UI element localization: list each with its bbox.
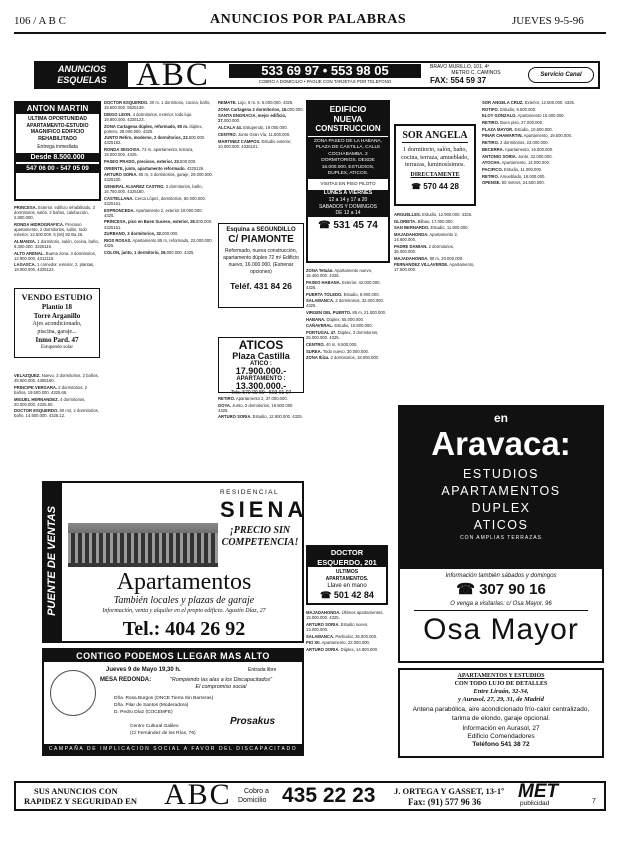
ad-aticos-phones: Tels. 570 09 89 · 593 01 07 (230, 390, 292, 396)
office-line2: METRO C. CAMINOS (451, 70, 501, 76)
ad-angela-phone: 570 44 28 (423, 181, 459, 191)
ad-aravaca (398, 405, 604, 663)
ad-anton-title: ANTON MARTIN (16, 103, 99, 114)
classified-entry: CENTRO. 40 m, 9.500.000. (306, 341, 358, 347)
aravaca-title: Aravaca: (431, 425, 571, 462)
header-rule (14, 32, 606, 34)
apto-l2: CON TODO LUJO DE DETALLES (454, 681, 548, 687)
classified-entry-heading: ARTURO SORIA. (306, 646, 340, 652)
classified-entry-heading: ZONA Cartagena 2 dormitorios, 16. (218, 106, 288, 112)
classified-entry-heading: ZURBANO, 3 dormitorios, 32. (104, 231, 163, 237)
classified-entry-heading: REMATE. (218, 100, 237, 105)
issue-date: JUEVES 9-5-96 (512, 15, 584, 27)
banner-title-line2: ESQUELAS (57, 74, 107, 85)
contigo-venue2: (C/ Fernández de los Ríos, 76) (130, 731, 196, 736)
banner-office (430, 64, 522, 85)
classified-entry: PLAZA MAYOR. Estudio, 10.500.000. (482, 126, 553, 132)
classified-entry: ORIENTE, junto, apartamento reformado. 4325126. (104, 165, 205, 171)
classified-entry: JUNTO Retiro, moderno, 2 dormitorios, 22.500.000. 4325182. (104, 135, 206, 146)
classified-entry-heading: PASEO PRADO, precioso, exterior, 23. (104, 158, 181, 164)
classified-entry: ALTO ARENAL. Buena zona. 3 dormitorios, 12.900.000. 4312116. (14, 250, 96, 261)
ad-edificio-phone: 531 45 74 (333, 219, 378, 231)
classified-entry-heading: RETIRO. (482, 173, 499, 179)
contigo-footer: CAMPAÑA DE IMPLICACION SOCIAL A FAVOR DEL DISCAPACITADO (44, 744, 302, 754)
classified-entry: MAJADAHONDA. Últimos apartamentos, 15.000.000. 4325. (306, 610, 384, 621)
classified-entry: RONDA HIDROGRAFICA. Precioso apartamento, 2 dormitorios, salón, todo exterior, 12.500.000. 5 (94) 82 Ba 26. (14, 221, 87, 238)
classified-entry: OPENSE. 90 metros, 24.500.000. (482, 180, 545, 186)
footer-cobro2: Domicilio (238, 797, 267, 804)
ad-edificio-body: ZONA PASEO DE LA HABANA, PLAZA DE CASTILLA, CALLE COCHABAMBA. 2 DORMITORIOS. DESDE 16.000.000. ESTUDIOS, DUPLEX, ATICOS. (308, 137, 388, 179)
ad-anton-l6: Desde 8.500.000 (16, 153, 99, 162)
ad-vendo-l6: Inmo Pard. 47 (35, 336, 79, 344)
classified-entry: GOYA. Junto, 2 dormitorios, 19.500.000. 4325. (218, 402, 294, 413)
footer-abc-logo: ABC (164, 778, 232, 811)
classified-entry: ZONA Ibiza. 2 dormitorios, 18.000.000. (306, 355, 380, 361)
classified-entry-heading: DOCTOR ESQUERDO. (104, 100, 149, 105)
classified-entry-heading: CASTELLANA. (104, 195, 134, 201)
classified-entry-heading: VELAZQUEZ. (14, 373, 41, 378)
ad-piamonte-l1: Esquina a SEGUNDILLO (226, 227, 296, 233)
classified-entry-heading: SALAMANCA. (306, 298, 335, 304)
classified-entry-heading: ELOY GONZALO. (482, 113, 517, 119)
classified-entry-heading: ZONA Ibiza. (306, 355, 330, 361)
classified-entry: RONDA SEGOVIA. 73 m. apartamento, terraza, 19.000.000. 4325. (104, 147, 194, 158)
ad-aticos (218, 337, 304, 396)
contigo-theme2: El compromiso social (195, 684, 247, 690)
classified-entry: ZONA Tetuán. Apartamento nuevo, 15.400.000. 4325. (306, 268, 373, 279)
classified-entry-heading: CENTRO. (218, 131, 237, 137)
footer-cobro1: Cobro a (244, 788, 269, 795)
classified-entry: DOCTOR ESQUERDO. 30 m. 1 dormitorio, cocina, baño, 19.500.000. 5625139. (104, 100, 211, 111)
abc-logo: ABC (136, 57, 210, 93)
classified-entry-heading: PRINCESA, piso en Buen Suceso, exterior, 28. (104, 219, 196, 225)
ad-piamonte-phone: Teléf. 431 84 26 (230, 281, 292, 291)
contigo-venue: Centro Cultural Galileo (130, 724, 179, 729)
classified-entry-heading: PIO XII. (306, 640, 321, 646)
page-number: 106 / A B C (14, 15, 66, 27)
apto-body: Antena parabólica, aire acondicionado frío-calor centralizado, tarima de elondo, garaje opcional. (412, 706, 590, 722)
ad-angela-title: SOR ANGELA (402, 130, 468, 141)
classified-entry-heading: ALTO ARENAL. (14, 250, 45, 256)
aravaca-l4: ATICOS (473, 518, 529, 532)
classified-entry: DIEGO LEON. 4 dormitorios, exterior, todo lujo. 19.800.000. 4325123. (104, 111, 193, 122)
classified-entry-heading: ARTURO SORIA. (104, 172, 138, 178)
ad-vendo-l1: VENDO ESTUDIO (21, 292, 93, 302)
siena-info: Información, venta y alquiler en el propio edificio. Agustín Díaz, 27 (102, 608, 266, 614)
classified-entry-heading: ANTONIO SORIA. (482, 153, 517, 159)
classified-entry: SOR ANGELA CRUZ. Exterior, 12.500.000. 4325. (482, 100, 576, 105)
ad-anton-l2: APARTAMENTO-ESTUDIO (26, 122, 89, 129)
classified-entry-heading: RONDA HIDROGRAFICA. (14, 221, 65, 227)
classified-entry: ROTIFO. Estudio, 9.500.000. (482, 106, 537, 112)
classified-entry-heading: DIEGO LEON. (104, 111, 132, 117)
classified-entry-heading: GLORIETA. (394, 218, 417, 224)
ad-residencial-siena (42, 481, 308, 643)
classified-entry: RETIRO. Apartamento 2, 37.000.000. (218, 396, 288, 401)
classified-entry-heading: HABANA. (306, 316, 326, 322)
office-fax: FAX: 554 59 37 (430, 76, 487, 85)
ad-doctor-l2: ESQUERDO, 201 (308, 558, 386, 567)
classified-entry-heading: SOR ANGELA CRUZ. (482, 100, 524, 105)
footer-banner (14, 778, 606, 811)
classified-entry-heading: RIOS ROSAS. (104, 237, 132, 243)
classified-entry: MAJADAHONDA. 90 m, 20.000.000. (394, 255, 464, 261)
apto-l6: Edificio Comendadores (467, 733, 535, 740)
ad-edificio-hours: 12 a 14 y 17 a 20 (308, 197, 388, 203)
ad-doctor-l3: ULTIMOS (335, 569, 359, 575)
ad-doctor-l1: DOCTOR (308, 547, 386, 558)
ad-edificio-info: VISITAS EN PISO PILOTO (320, 181, 376, 187)
classified-entry-heading: BECERRA. (482, 146, 504, 152)
classified-entry-heading: MAJADAHONDA. (394, 232, 429, 238)
contigo-theme: "Rompiendo las alas a los Discapacitados" (169, 677, 273, 683)
classified-entry-heading: PACIFICO. (482, 166, 503, 172)
contigo-emblem (50, 670, 96, 716)
office-logo: Servicio Canal (528, 67, 594, 83)
classified-entry-heading: MAJADAHONDA. (306, 610, 341, 615)
ad-doctor-l5: Llave en mano (327, 583, 367, 589)
ad-anton-martin (14, 101, 101, 201)
classified-entry-heading: PLAZA MAYOR. (482, 126, 514, 132)
footer-fax: Fax: (91) 577 96 36 (408, 797, 481, 807)
banner-phones-note: COBRO A DOMICILIO • PAGUE CON TARJETAS POR TELEFONO (258, 79, 392, 84)
classified-entry: ARTURO SORIA. Dúplex, 14.800.000. (306, 646, 379, 652)
ad-vendo-l7: Estupendo solar (40, 345, 74, 350)
classifieds-col5-list (394, 212, 476, 398)
classified-entry: GENERAL ALVAREZ CASTRO. 3 dormitorios, baño, 16.750.000. 4325180. (104, 184, 203, 195)
phone-icon: ☎ (320, 590, 334, 600)
classified-entry-heading: PRINCIPE VERGARA. (14, 384, 58, 390)
ad-aticos-l5: APARTAMENTO : (236, 376, 286, 382)
footer-left2: RAPIDEZ Y SEGURIDAD EN (24, 796, 137, 806)
banner-phones: 533 69 97 • 553 98 05 (229, 64, 421, 78)
classified-entry-heading: SAN BERNARDO. (394, 225, 430, 231)
classified-entry: ZONA Cartagena dúplex, reformado, 80 m. dúplex, portero, 28.000.000. 4325. (104, 123, 203, 134)
classified-entry-heading: CAÑAVERAL. (306, 323, 334, 329)
classified-entry-heading: GENERAL ALVAREZ CASTRO. (104, 184, 165, 190)
classified-entry: PIO XII. Apartamento, 22.000.000. (306, 640, 371, 646)
ad-vendo-estudio (14, 288, 100, 358)
classified-entry: ARGUELLES. Estudio, 12.900.000. 4325. (394, 212, 473, 217)
classified-entry: PRINCESA. Exterior, edificio rehabilitado, 3 dormitorios, salón, 2 baños, calefacción, 2.800.000. (14, 205, 96, 221)
classified-entry: ESPRONCEDA. Apartamento 2, exterior 19.000.000. 4325. (104, 207, 203, 218)
phone-icon: ☎ (318, 219, 334, 231)
classified-entry-heading: PRINCESA. (14, 205, 37, 210)
classified-entry: ZURBANO, 3 dormitorios, 32.000.000. (104, 231, 179, 237)
ad-aticos-title: ATICOS (238, 338, 284, 352)
classified-entry-heading: RONDA SEGOVIA. (104, 147, 141, 153)
ad-aticos-l2: Plaza Castilla (232, 351, 290, 361)
aravaca-visit: O venga a visitarlas: c/ Osa Mayor, 96 (450, 601, 552, 607)
classified-entry-heading: PUERTA TOLEDO. (306, 291, 343, 297)
footer-left1: SUS ANUNCIOS CON (34, 786, 118, 796)
aravaca-l5: CON AMPLIAS TERRAZAS (460, 535, 542, 541)
ad-anton-l5: Entrega inmediata (37, 144, 78, 151)
ad-edificio-hours2: SABADOS Y DOMINGOS (308, 204, 388, 210)
classified-entry: ANTONIO SORIA. Junto, 22.000.000. (482, 153, 553, 159)
office-line1: BRAVO MURILLO, 101. 4ª (430, 64, 490, 70)
contigo-mesa: MESA REDONDA: (100, 677, 152, 683)
classified-entry: PINAR CHAMARTIN. Apartamento, 19.500.000. (482, 133, 573, 139)
siena-side-label (42, 481, 62, 643)
classified-entry-heading: ALMANSA. (14, 238, 37, 244)
ad-edificio (306, 100, 390, 263)
classified-entry-heading: SANTA ENGRACIA, mejor edificio, 27. (218, 113, 287, 124)
classified-entry-heading: PINAR CHAMARTIN. (482, 133, 523, 139)
ad-edificio-hours-title: LUNES A VIERNES (308, 190, 388, 197)
classified-entry: FERNANDEZ VILLAVERDE. Apartamento, 17.500.000. (394, 262, 475, 273)
classifieds-col2 (104, 100, 214, 470)
classified-entry-heading: PORTUGAL 47. (306, 330, 337, 336)
classified-entry: PORTUGAL 47. Dúplex, 3 dormitorios, 25.000.000. 4325. (306, 330, 379, 341)
classified-entry: ELOY GONZALO. Apartamento 15.000.000. (482, 113, 565, 119)
classified-entry: ALMANSA. 1 dormitorio, salón, cocina, baño, 6.300.000. 3325116. (14, 238, 99, 249)
siena-sub: También locales y plazas de garaje (113, 595, 255, 606)
classified-entry: PASEO HABANA. Exterior, 42.000.000. 4325. (306, 279, 381, 290)
ad-doctor-l4: APARTAMENTOS. (325, 576, 369, 582)
classified-entry-heading: ZONA Tetuán. (306, 268, 334, 273)
classified-entry-heading: JUNTO Retiro, moderno, 2 dormitorios, 22. (104, 135, 189, 141)
classified-entry-heading: LAGASCA. (14, 262, 36, 268)
classified-entry: MAJADAHONDA. Apartamento 2, 14.600.000. (394, 232, 459, 243)
contact-banner (34, 57, 600, 93)
classified-entry-heading: PADRE DAMIAN. (394, 243, 428, 249)
footer-addr: J. ORTEGA Y GASSET, 13-1º (394, 786, 504, 796)
ad-edificio-l1: EDIFICIO (329, 104, 367, 114)
ad-edificio-l2: NUEVA (333, 114, 363, 124)
classified-entry: LAGASCA. 1 comedor, exterior, 2. plantas, 18.000.000. 4325122. (14, 262, 95, 273)
classified-entry-heading: ARGUELLES. (394, 212, 421, 217)
classifieds-col6 (482, 100, 604, 400)
ad-anton-l3: MAGNIFICO EDIFICIO (30, 129, 85, 136)
classifieds-col5 (394, 100, 476, 122)
phone-icon: ☎ (411, 181, 424, 191)
ad-vendo-l2: Plantío 18 (41, 303, 73, 311)
ad-piamonte-title: C/ PIAMONTE (228, 234, 294, 245)
classifieds-col3-bottom (218, 396, 304, 466)
ad-vendo-l5: piscina, garaje... (37, 328, 77, 335)
classified-entry-heading: ARTURO SORIA. (306, 621, 340, 627)
classified-entry: ATOCHA. Apartamento, 14.000.000. (482, 160, 551, 166)
classified-entry: COLON, junto, 1 dormitorio, 26.000.000. 4325. (104, 249, 195, 255)
classified-entry-heading: RETIRO. (482, 140, 499, 146)
classified-entry-heading: SALAMANCA. (306, 633, 335, 639)
ad-sor-angela (394, 124, 476, 206)
classified-entry: ALCALA 44. Estupendo, 19.000.000. (218, 125, 288, 131)
contigo-p1: Dña. Rosa Burgos (ONCE Tierra Sin Barreras) (114, 696, 214, 701)
classified-entry: PRINCESA, piso en Buen Suceso, exterior, 28.000.000. 4325151. (104, 219, 213, 230)
phone-icon: ☎ (456, 581, 480, 598)
classified-entry-heading: COLON, junto, 1 dormitorio, 26. (104, 249, 167, 255)
contigo-date: Jueves 9 de Mayo 19,30 h. (106, 667, 181, 673)
classifieds-col4-bottom (306, 610, 390, 738)
contigo-p2: Dña. Pilar de Santos (Moderadora) (114, 703, 189, 708)
classified-entry: RETIRO. 2 dormitorios, 23.000.000. (482, 140, 549, 146)
siena-building-windows (68, 533, 218, 563)
banner-title (36, 63, 128, 87)
contigo-title: CONTIGO PODEMOS LLEGAR MAS ALTO (44, 650, 302, 662)
ad-aticos-l6: 13.300.000.- (235, 381, 287, 391)
classified-entry-heading: ARTURO SORIA. (218, 414, 252, 420)
siena-residencial: RESIDENCIAL (220, 489, 280, 496)
classified-entry: PADRE DAMIAN. 2 dormitorios, 36.000.000. (394, 243, 454, 254)
classified-entry-heading: ORIENTE, junto, apartamento reformado. (104, 165, 186, 171)
classified-entry: SAN BERNARDO. Estudio, 11.900.000. (394, 225, 469, 231)
siena-title: Apartamentos (116, 569, 252, 595)
classified-entry: HABANA. Dúplex, 55.000.000. (306, 316, 364, 322)
apto-l4: y Aurasol, 27, 29, 31, de Madrid (458, 696, 544, 703)
ad-aticos-l4: 17.900.000.- (235, 366, 287, 376)
section-title: ANUNCIOS POR PALABRAS (210, 12, 407, 27)
classified-entry: CASTELLANA. Cerca López, dormitorios, 60.000.000. 4325161. (104, 195, 206, 206)
classified-entry: PUERTA TOLEDO. Estudio, 8.900.000. (306, 291, 380, 297)
ad-doctor-phone: 501 42 84 (333, 590, 374, 600)
classified-entry: SANTA ENGRACIA, mejor edificio, 27.000.000. (218, 113, 287, 124)
classified-entry-heading: ESPRONCEDA. (104, 207, 135, 213)
classified-entry-heading: FERNANDEZ VILLAVERDE. (394, 262, 449, 268)
footer-phone: 435 22 23 (282, 784, 376, 807)
classified-entry: ZONA Cartagena 2 dormitorios, 16.000.000. (218, 106, 304, 112)
ad-edificio-l3: CONSTRUCCION (315, 124, 381, 133)
classified-entry-heading: RETIRO. (218, 396, 235, 401)
classified-entry: PRINCIPE VERGARA. 2 dormitorios, 2 baños, 19.500.000. 4325.66. (14, 384, 88, 395)
classified-entry: VELAZQUEZ. Nuevo, 3 dormitorios, 2 baños, 45.000.000. 4355160. (14, 373, 99, 384)
classified-entry: BECERRA. Apartamento, 16.000.000. (482, 146, 554, 152)
footer-met-logo: MET (518, 781, 559, 802)
classified-entry-heading: OPENSE. (482, 180, 501, 186)
classified-entry: SUREA. Todo nuevo, 30.000.000. (306, 348, 370, 354)
ad-anton-phone: 547 06 00 - 547 05 09 (16, 164, 99, 173)
classifieds-col4-top (306, 268, 390, 464)
classifieds-col1-bottom (14, 373, 100, 463)
apto-l1: APARTAMENTOS Y ESTUDIOS (457, 673, 545, 679)
aravaca-l1: ESTUDIOS (463, 467, 539, 481)
classified-entry: DOCTOR ESQUERDO. 80 m2, 2 dormitorios, baño, 14.500.000. 4325.12. (14, 408, 99, 419)
ad-apartamentos-lujo (398, 668, 604, 758)
classified-entry: CAÑAVERAL. Estudio, 10.800.000. (306, 323, 373, 329)
contigo-p3: D. Pedro Díaz (COCEMFE) (114, 710, 173, 715)
ad-anton-l4: REHABILITADO (38, 135, 77, 142)
ad-contigo (42, 648, 304, 756)
aravaca-phone: 307 90 16 (479, 581, 546, 598)
classified-entry: RIOS ROSAS. Apartamento 85 m, reformado, 22.000.000. 4325. (104, 237, 213, 248)
classified-entry: ARTURO SORIA. 95 m, 3 dormitorios, garaje, 29.000.000. 4325100. (104, 172, 213, 183)
classified-entry-heading: ALCALA 44. (218, 125, 243, 131)
classified-entry-heading: PASEO HABANA. (306, 279, 341, 285)
classified-entry: PASEO PRADO, precioso, exterior, 23.500.000. (104, 158, 197, 164)
banner-title-line1: ANUNCIOS (57, 64, 106, 74)
ad-vendo-l4: Ajes acondicionado, (32, 321, 82, 327)
aravaca-l2: APARTAMENTOS (441, 484, 561, 498)
ad-vendo-l3: Torre Arganillo (33, 312, 81, 320)
footer-page-num: 7 (592, 798, 596, 805)
classified-entry-heading: ATOCHA. (482, 160, 501, 166)
classifieds-col1-top (14, 205, 100, 285)
aravaca-info: Información también sábados y domingos (445, 573, 557, 579)
ad-doctor-esquerdo (306, 545, 388, 605)
classified-entry: RETIRO. Amueblado, 18.000.000. (482, 173, 546, 179)
siena-phone: Tel.: 404 26 92 (122, 618, 246, 640)
classified-entry-heading: ZONA Cartagena dúplex, reformado, 80 m. (104, 123, 189, 129)
classified-entry: GLORIETA. Bilbao, 17.000.000. (394, 218, 454, 224)
ad-piamonte-body: Reformado, nueva construcción, apartamento dúplex 72 m² Edificio nuevo, 16.000.000. (Estrenar opciones) (223, 248, 299, 275)
siena-side-text: PUENTE DE VENTAS (46, 506, 58, 616)
ad-anton-l1: ULTIMA OPORTUNIDAD (27, 116, 88, 122)
classified-entry-heading: DOCTOR ESQUERDO. (14, 408, 59, 414)
classified-entry-heading: ROTIFO. (482, 106, 499, 112)
ad-edificio-hours3: DE 12 a 14 (308, 210, 388, 216)
aravaca-osa-mayor-logo: Osa Mayor (414, 610, 588, 649)
apto-phone: Teléfono 541 38 72 (472, 741, 530, 748)
apto-l3: Entre Liraán, 32-34, (473, 688, 529, 695)
classified-entry-heading: MAJADAHONDA. (394, 255, 429, 261)
classified-entry: PACIFICO. Estudio, 11.000.000. (482, 166, 543, 172)
ad-angela-body: 1 dormitorio, salón, baño, cocina, terraza, amueblado, terrazas, luminosísimos. (401, 146, 469, 168)
classified-entry-heading: CENTRO. (306, 341, 325, 347)
siena-logo: SIENA (220, 497, 308, 522)
classified-entry-heading: MARTINEZ CAMPOS. (218, 138, 261, 144)
contigo-entry: Entrada libre (248, 667, 277, 673)
ad-angela-tag: DIRECTAMENTE (410, 171, 460, 178)
aravaca-en: en (493, 411, 508, 425)
siena-promo: ¡PRECIO SIN COMPETENCIA! (221, 525, 299, 548)
classified-entry-heading: VIRGEN DEL PUERTO. (306, 310, 352, 316)
aravaca-l3: DUPLEX (471, 501, 531, 515)
classifieds-col3-top (218, 100, 304, 196)
classified-entry: RETIRO. Buen piso, 27.000.000. (482, 120, 544, 126)
classified-entry: CENTRO. Junto Gran Vía, 11.500.000. (218, 131, 291, 137)
classified-entry: MIGUEL HERNANDEZ. 4 dormitorios, 20.000.000. 4325.50. (14, 396, 86, 407)
classified-entry: SALAMANCA. Particular, 26.000.000. (306, 633, 378, 639)
apto-l5: Información en Aurasol, 27 (462, 725, 540, 732)
classified-entry: ARTURO SORIA. Estudio, 12.900.000. 4325. (218, 414, 303, 420)
ad-piamonte (218, 223, 304, 308)
footer-met-sub: publicidad (520, 800, 550, 807)
classified-entry-heading: SUREA. (306, 348, 322, 354)
classified-entry-heading: MIGUEL HERNANDEZ. (14, 396, 59, 402)
classified-entry: MARTINEZ CAMPOS. Estudio exterior, 10.000.000. 4325101. (218, 138, 292, 149)
classified-entry: REMATE. Lujo, 8 m. 5. 6.000.000. 4325. (218, 100, 294, 105)
classified-entry: ARTURO SORIA. Estudio nuevo, 13.000.000. (306, 621, 369, 632)
ad-aticos-l3: ATICO : (250, 361, 272, 367)
classified-entry: SALAMANCA. 2 dormitorios, 32.000.000. 4325. (306, 298, 384, 309)
classified-entry-heading: GOYA. (218, 402, 232, 408)
classified-entry-heading: RETIRO. (482, 120, 499, 126)
contigo-sponsor: Prosakus (230, 716, 276, 727)
classified-entry: VIRGEN DEL PUERTO. 85 m, 21.000.000. (306, 310, 387, 316)
